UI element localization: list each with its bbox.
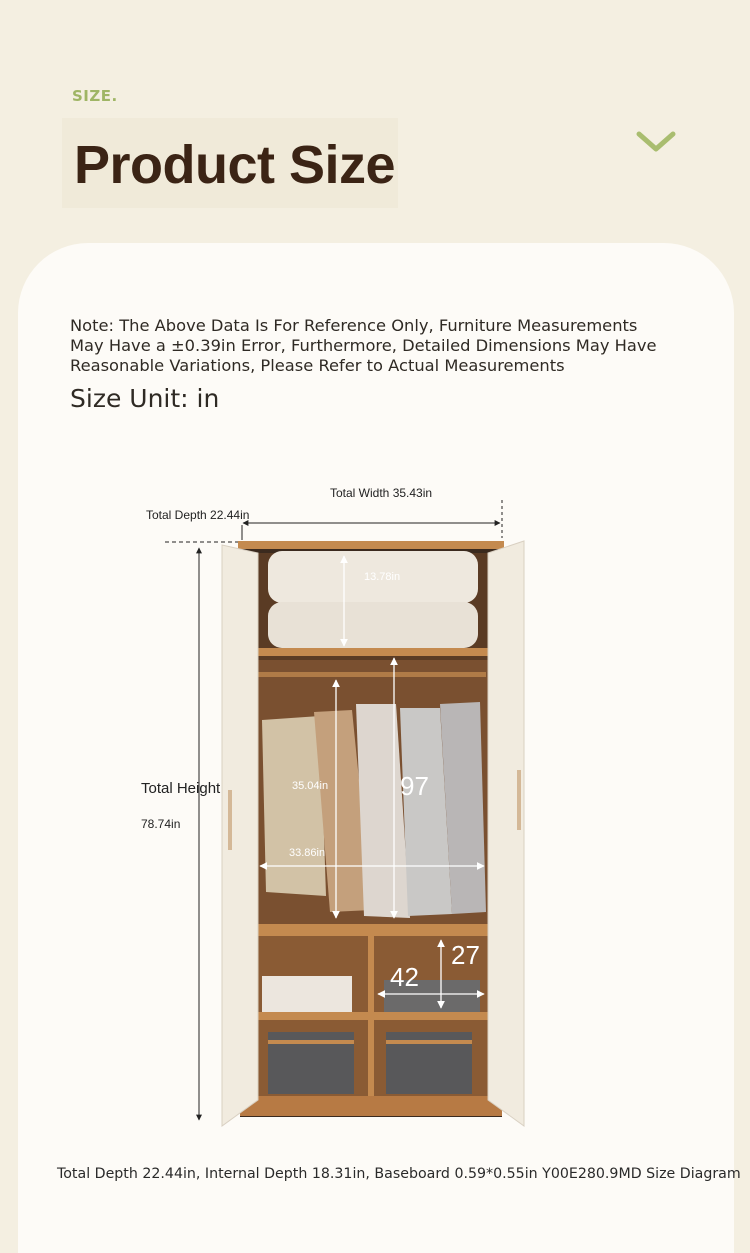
total-height-value: 78.74in: [141, 817, 181, 831]
size-tag: SIZE.: [72, 87, 118, 105]
hanging-height-big-label: 97: [400, 771, 429, 801]
folded-blankets: [268, 551, 478, 648]
total-height-label: Total Height: [141, 780, 221, 797]
inner-width-label: 33.86in: [289, 847, 326, 859]
size-unit: Size Unit: in: [70, 384, 220, 413]
drawer-width-label: 42: [390, 962, 419, 992]
total-width-label: Total Width 35.43in: [330, 486, 433, 500]
hanging-clothes: [262, 702, 486, 918]
page-title: Product Size: [74, 135, 396, 195]
drawer-height-label: 27: [451, 940, 480, 970]
hanging-height-label: 35.04in: [292, 780, 329, 792]
top-shelf-label: 13.78in: [364, 571, 401, 583]
reference-note: Note: The Above Data Is For Reference Only, Furniture Measurements May Have a ±0.39in Error, Furthermore, Detailed Dimensions May Have Reasonable Variations, Please Refer to Actual Measurements: [70, 316, 657, 375]
total-depth-label: Total Depth 22.44in: [146, 508, 250, 522]
diagram-caption: Total Depth 22.44in, Internal Depth 18.31in, Baseboard 0.59*0.55in Y00E280.9MD Size Diagram: [57, 1166, 741, 1182]
